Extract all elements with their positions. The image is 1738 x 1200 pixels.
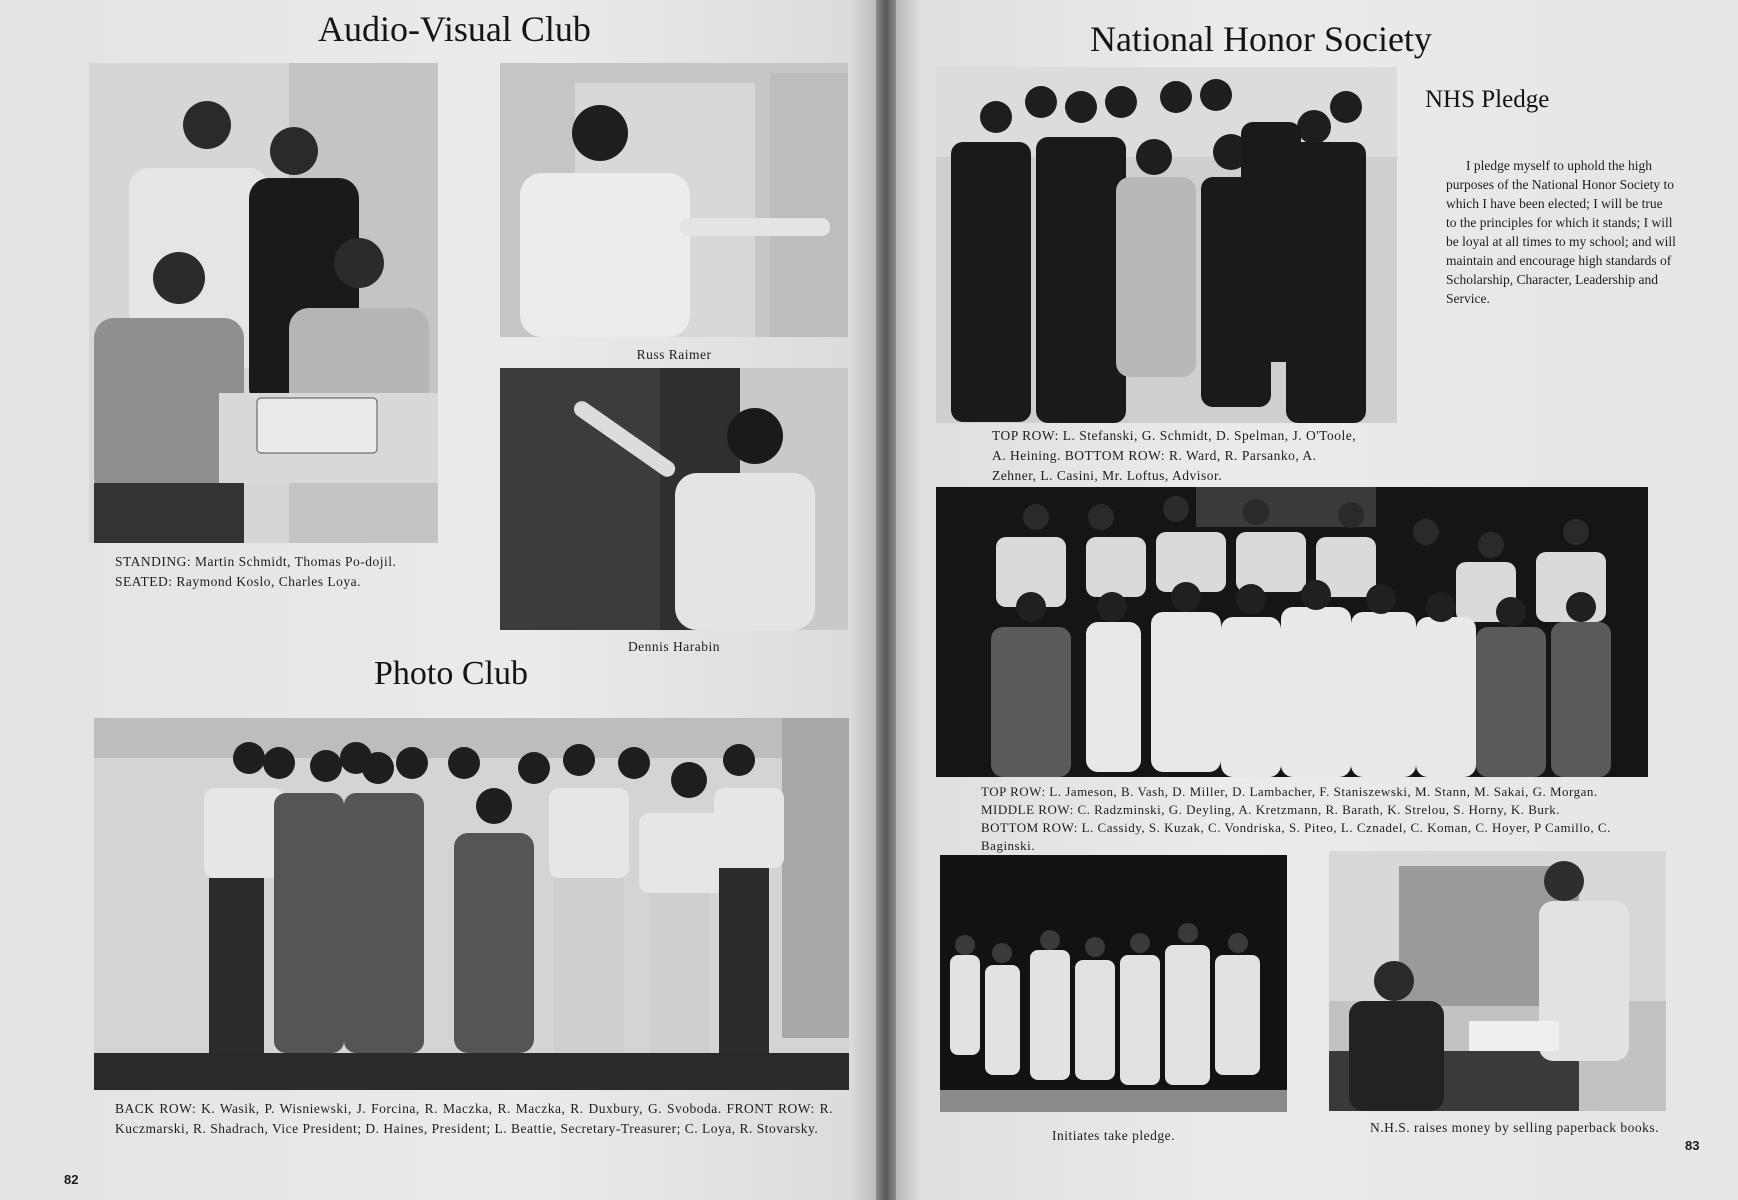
national-honor-society-title: National Honor Society [1090,19,1432,59]
russ-raimer-figure [500,63,848,337]
photo-club-group-photo [94,718,849,1090]
paperback-sale-figures [1329,851,1666,1111]
nhs-officers-photo [936,67,1397,423]
audio-visual-group-caption: STANDING: Martin Schmidt, Thomas Po-dojil. SEATED: Raymond Koslo, Charles Loya. [115,554,397,589]
initiates-figures [940,855,1287,1112]
nhs-officers-caption: TOP ROW: L. Stefanski, G. Schmidt, D. Spelman, J. O'Toole, A. Heining. BOTTOM ROW: R. Ward, R. Parsanko, A. Zehner, L. Casini, Mr. Loftus, Advisor. [992,428,1357,483]
dennis-harabin-figure [500,368,848,630]
initiates-caption: Initiates take pledge. [1051,1128,1176,1143]
page-83 [896,0,1738,1200]
russ-raimer-photo [500,63,848,337]
paperback-sale-photo [1329,851,1666,1111]
initiates-pledge-photo [940,855,1287,1112]
nhs-pledge-heading: NHS Pledge [1425,86,1550,113]
dennis-harabin-caption: Dennis Harabin [627,639,721,654]
audio-visual-group-photo [89,63,438,543]
group-photo-figures [89,63,438,543]
nhs-members-photo [936,487,1648,777]
page-number-82: 82 [64,1172,79,1187]
photo-club-figures [94,718,849,1090]
book-gutter [876,0,896,1200]
russ-raimer-caption: Russ Raimer [636,347,712,362]
photo-club-title: Photo Club [374,655,528,692]
nhs-officers-figures [936,67,1397,423]
nhs-members-caption: TOP ROW: L. Jameson, B. Vash, D. Miller, D. Lambacher, F. Staniszewski, M. Stann, M. Sakai, G. Morgan. MIDDLE ROW: C. Radzminski, G. Deyling, A. Kretzmann, R. Barath, K. Strelou, S. Horny, K. Burk. BOTTOM ROW: L. Cassidy, S. Kuzak, C. Vondriska, S. Piteo, L. Cznadel, C. Koman, C. Hoyer, P Camillo, C. Baginski. [981,784,1611,853]
nhs-members-figures [936,487,1648,777]
page-number-83: 83 [1685,1138,1700,1153]
paperback-sale-caption: N.H.S. raises money by selling paperback books. [1370,1120,1659,1135]
audio-visual-club-title: Audio-Visual Club [318,9,591,49]
photo-club-caption: BACK ROW: K. Wasik, P. Wisniewski, J. Forcina, R. Maczka, R. Maczka, R. Duxbury, G. Svoboda. FRONT ROW: R. Kuczmarski, R. Shadrach, Vice President; D. Haines, President; L. Beattie, Secretary-Treasurer; C. Loya, R. Stovarsky. [115,1101,833,1136]
nhs-pledge-text: I pledge myself to uphold the high purposes of the National Honor Society to which I have been elected; I will be true to the principles for which it stands; I will be loyal at all times to my school; and will maintain and encourage high standards of Scholarship, Character, Leadership and Service. [1446,158,1676,306]
dennis-harabin-photo [500,368,848,630]
